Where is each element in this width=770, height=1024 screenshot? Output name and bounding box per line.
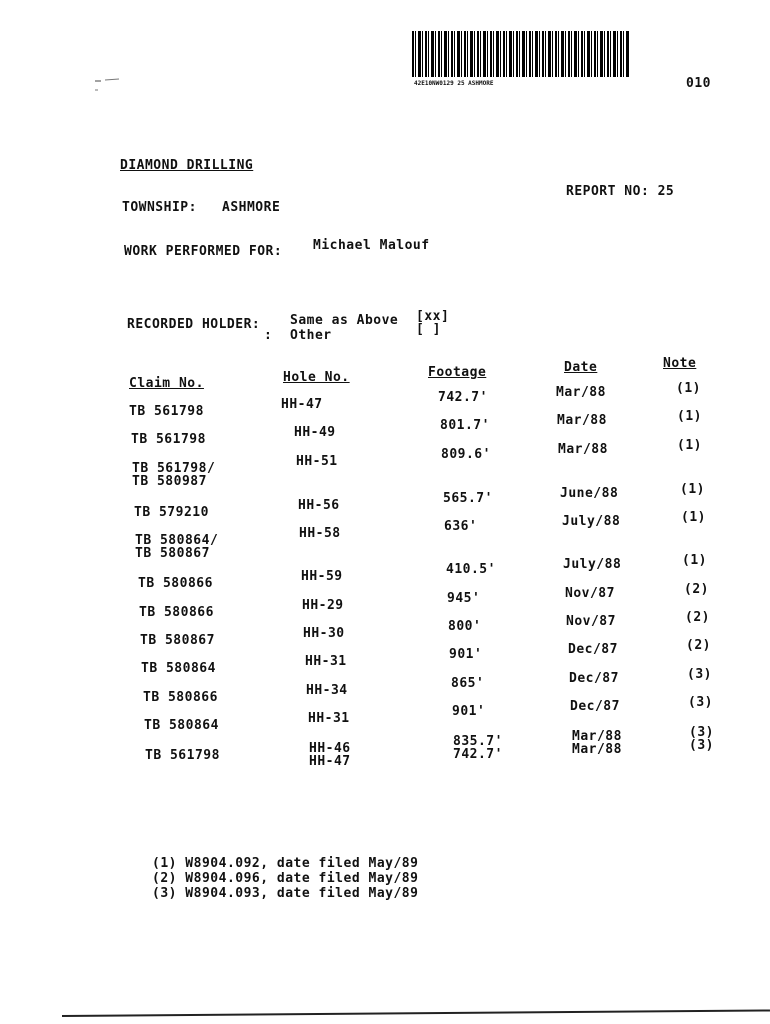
page-code: 010 (686, 76, 711, 91)
header-hole: Hole No. (283, 370, 350, 385)
claim-cell: TB 580864 (141, 661, 216, 676)
footage-cell-line2: 742.7' (453, 747, 503, 762)
header-date: Date (564, 360, 598, 375)
township-value: ASHMORE (222, 200, 281, 215)
footage-cell: 809.6' (441, 447, 491, 462)
footage-cell: 565.7' (443, 491, 493, 506)
footage-cell: 800' (448, 619, 482, 634)
hole-cell: HH-47 (281, 397, 323, 412)
date-cell: July/88 (563, 557, 622, 572)
header-footage: Footage (428, 365, 487, 380)
footage-cell: 801.7' (440, 418, 490, 433)
note-cell: (1) (677, 409, 702, 424)
hole-cell: HH-49 (294, 425, 336, 440)
note-cell: (2) (686, 638, 711, 653)
footnote-1: (1) W8904.092, date filed May/89 (152, 856, 419, 871)
footage-cell: 901' (452, 704, 486, 719)
footnote-2: (2) W8904.096, date filed May/89 (152, 871, 419, 886)
date-cell: Mar/88 (572, 729, 622, 744)
hole-cell: HH-51 (296, 454, 338, 469)
recorded-holder-label: RECORDED HOLDER: (127, 317, 261, 332)
work-performed-value: Michael Malouf (313, 238, 430, 253)
date-cell: Mar/88 (556, 385, 606, 400)
note-cell: (3) (689, 725, 714, 740)
claim-cell: TB 561798 (129, 404, 204, 419)
holder-option-same-checkbox: [xx] (416, 309, 450, 324)
barcode (412, 31, 630, 77)
footage-cell: 835.7' (453, 734, 503, 749)
claim-cell: TB 580866 (143, 690, 218, 705)
bottom-rule (62, 1009, 770, 1017)
hole-cell: HH-58 (299, 526, 341, 541)
claim-cell: TB 580864/ (135, 533, 219, 548)
recorded-holder-colon: : (264, 328, 273, 343)
hole-cell-line2: HH-47 (309, 754, 351, 769)
date-cell: June/88 (560, 486, 619, 501)
hole-cell: HH-46 (309, 741, 351, 756)
note-cell-line2: (3) (689, 738, 714, 753)
claim-cell: TB 579210 (134, 505, 209, 520)
report-number: REPORT NO: 25 (566, 184, 675, 199)
note-cell: (3) (688, 695, 713, 710)
footage-cell: 742.7' (438, 390, 488, 405)
footage-cell: 410.5' (446, 562, 496, 577)
hole-cell: HH-31 (308, 711, 350, 726)
claim-cell: TB 580864 (144, 718, 219, 733)
hole-cell: HH-29 (302, 598, 344, 613)
township-label: TOWNSHIP: (122, 200, 197, 215)
hole-cell: HH-31 (305, 654, 347, 669)
date-cell: Dec/87 (569, 671, 619, 686)
work-performed-label: WORK PERFORMED FOR: (124, 244, 283, 259)
claim-cell: TB 580866 (139, 605, 214, 620)
date-cell: Dec/87 (570, 699, 620, 714)
note-cell: (3) (687, 667, 712, 682)
note-cell: (2) (684, 582, 709, 597)
footage-cell: 901' (449, 647, 483, 662)
date-cell: Mar/88 (558, 442, 608, 457)
note-cell: (1) (676, 381, 701, 396)
claim-cell: TB 580866 (138, 576, 213, 591)
date-cell: July/88 (562, 514, 621, 529)
claim-cell-line2: TB 580867 (135, 546, 210, 561)
note-cell: (1) (680, 482, 705, 497)
holder-option-other: Other (290, 328, 332, 343)
hole-cell: HH-59 (301, 569, 343, 584)
claim-cell: TB 561798 (131, 432, 206, 447)
date-cell: Nov/87 (565, 586, 615, 601)
claim-cell-line2: TB 580987 (132, 474, 207, 489)
date-cell: Nov/87 (566, 614, 616, 629)
header-claim: Claim No. (129, 376, 204, 391)
footage-cell: 945' (447, 591, 481, 606)
claim-cell: TB 580867 (140, 633, 215, 648)
hole-cell: HH-34 (306, 683, 348, 698)
document-title: DIAMOND DRILLING (120, 158, 254, 173)
date-cell: Mar/88 (557, 413, 607, 428)
footage-cell: 636' (444, 519, 478, 534)
date-cell: Dec/87 (568, 642, 618, 657)
hole-cell: HH-56 (298, 498, 340, 513)
note-cell: (2) (685, 610, 710, 625)
note-cell: (1) (682, 553, 707, 568)
scan-speck (95, 78, 125, 92)
claim-cell: TB 561798/ (132, 461, 216, 476)
note-cell: (1) (681, 510, 706, 525)
header-note: Note (663, 356, 697, 371)
claim-cell: TB 561798 (145, 748, 220, 763)
footage-cell: 865' (451, 676, 485, 691)
barcode-caption: 42E10NW0129 25 ASHMORE (414, 80, 494, 87)
note-cell: (1) (677, 438, 702, 453)
date-cell-line2: Mar/88 (572, 742, 622, 757)
holder-option-other-checkbox: [ ] (416, 322, 441, 337)
footnote-3: (3) W8904.093, date filed May/89 (152, 886, 419, 901)
hole-cell: HH-30 (303, 626, 345, 641)
holder-option-same: Same as Above (290, 313, 399, 328)
